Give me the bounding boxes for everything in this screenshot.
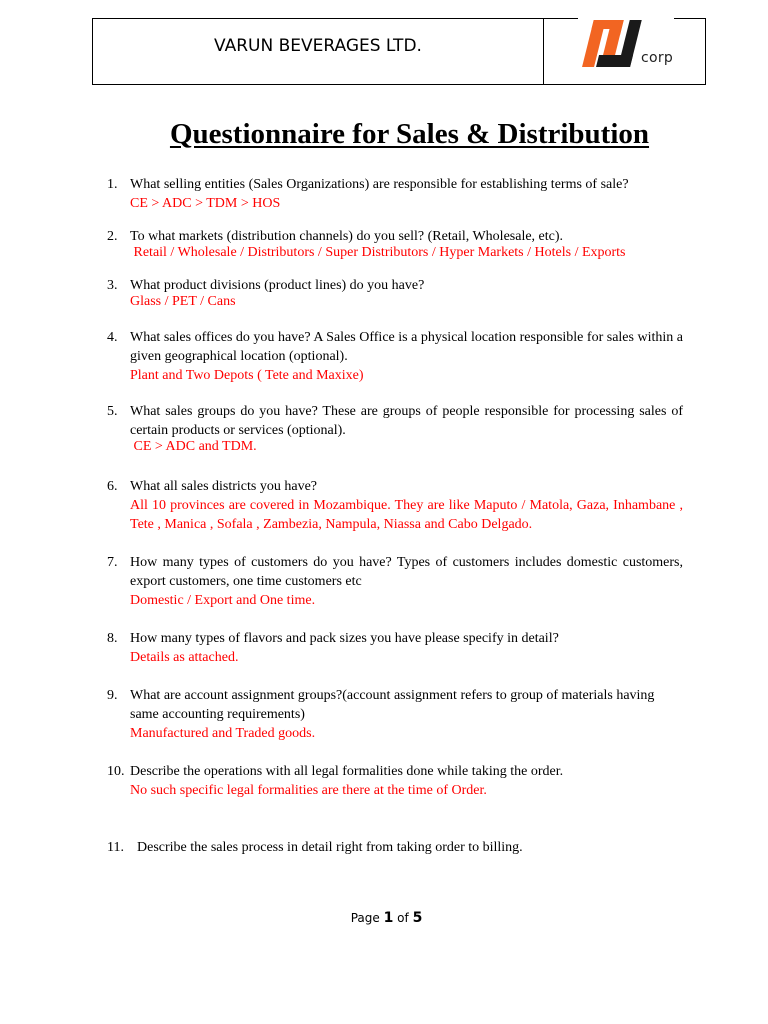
- question-number: 2.: [107, 229, 118, 244]
- question-number: 11.: [107, 840, 124, 855]
- rj-logo-icon: [578, 19, 674, 75]
- page-total: 5: [412, 910, 423, 926]
- company-name: VARUN BEVERAGES LTD.: [93, 19, 544, 84]
- header-table: [92, 18, 706, 85]
- question-number: 4.: [107, 330, 118, 345]
- question-text: To what markets (distribution channels) do you sell? (Retail, Wholesale, etc).: [130, 229, 564, 244]
- answer-text: No such specific legal formalities are there at the time of Order.: [130, 783, 487, 798]
- logo-corp-text: corp: [641, 50, 674, 66]
- page-label: Page: [350, 911, 380, 925]
- answer-text: Domestic / Export and One time.: [130, 593, 316, 608]
- question-number: 9.: [107, 688, 118, 703]
- question-number: 3.: [107, 278, 118, 293]
- page-footer: [0, 910, 768, 926]
- question-number: 6.: [107, 479, 118, 494]
- question-text: How many types of customers do you have? Types of customers includes domestic customers, export customers, one time customers etc: [130, 555, 683, 589]
- page-current: 1: [383, 910, 394, 926]
- question-number: 7.: [107, 555, 118, 570]
- document-title: Questionnaire for Sales & Distribution: [169, 118, 650, 150]
- question-text: How many types of flavors and pack sizes you have please specify in detail?: [130, 631, 559, 646]
- question-text: What selling entities (Sales Organizations) are responsible for establishing terms of sale?: [130, 177, 629, 192]
- of-label: of: [397, 911, 409, 925]
- answer-text: Details as attached.: [130, 650, 239, 665]
- question-text: What sales groups do you have? These are groups of people responsible for processing sales of certain products or services (optional).: [130, 404, 683, 438]
- question-number: 5.: [107, 404, 118, 419]
- question-text: What product divisions (product lines) do you have?: [130, 278, 425, 293]
- company-logo: [544, 19, 707, 84]
- answer-text: Glass / PET / Cans: [130, 294, 236, 309]
- answer-text: All 10 provinces are covered in Mozambique. They are like Maputo / Matola, Gaza, Inhambane , Tete , Manica , Sofala , Zambezia, Nampula, Niassa and Cabo Delgado.: [130, 498, 683, 532]
- question-text: Describe the operations with all legal formalities done while taking the order.: [130, 764, 564, 779]
- answer-text: Manufactured and Traded goods.: [130, 726, 316, 741]
- answer-text: Retail / Wholesale / Distributors / Super Distributors / Hyper Markets / Hotels / Exports: [130, 245, 626, 260]
- question-text: What all sales districts you have?: [130, 479, 317, 494]
- question-number: 8.: [107, 631, 118, 646]
- question-text: Describe the sales process in detail right from taking order to billing.: [130, 840, 523, 855]
- question-number: 1.: [107, 177, 118, 192]
- answer-text: Plant and Two Depots ( Tete and Maxixe): [130, 368, 364, 383]
- question-number: 10.: [107, 764, 125, 779]
- question-text: What are account assignment groups?(account assignment refers to group of materials having same accounting requirements): [130, 688, 655, 722]
- answer-text: CE > ADC and TDM.: [130, 439, 257, 454]
- question-text: What sales offices do you have? A Sales Office is a physical location responsible for sales within a given geographical location (optional).: [130, 330, 683, 364]
- answer-text: CE > ADC > TDM > HOS: [130, 196, 281, 211]
